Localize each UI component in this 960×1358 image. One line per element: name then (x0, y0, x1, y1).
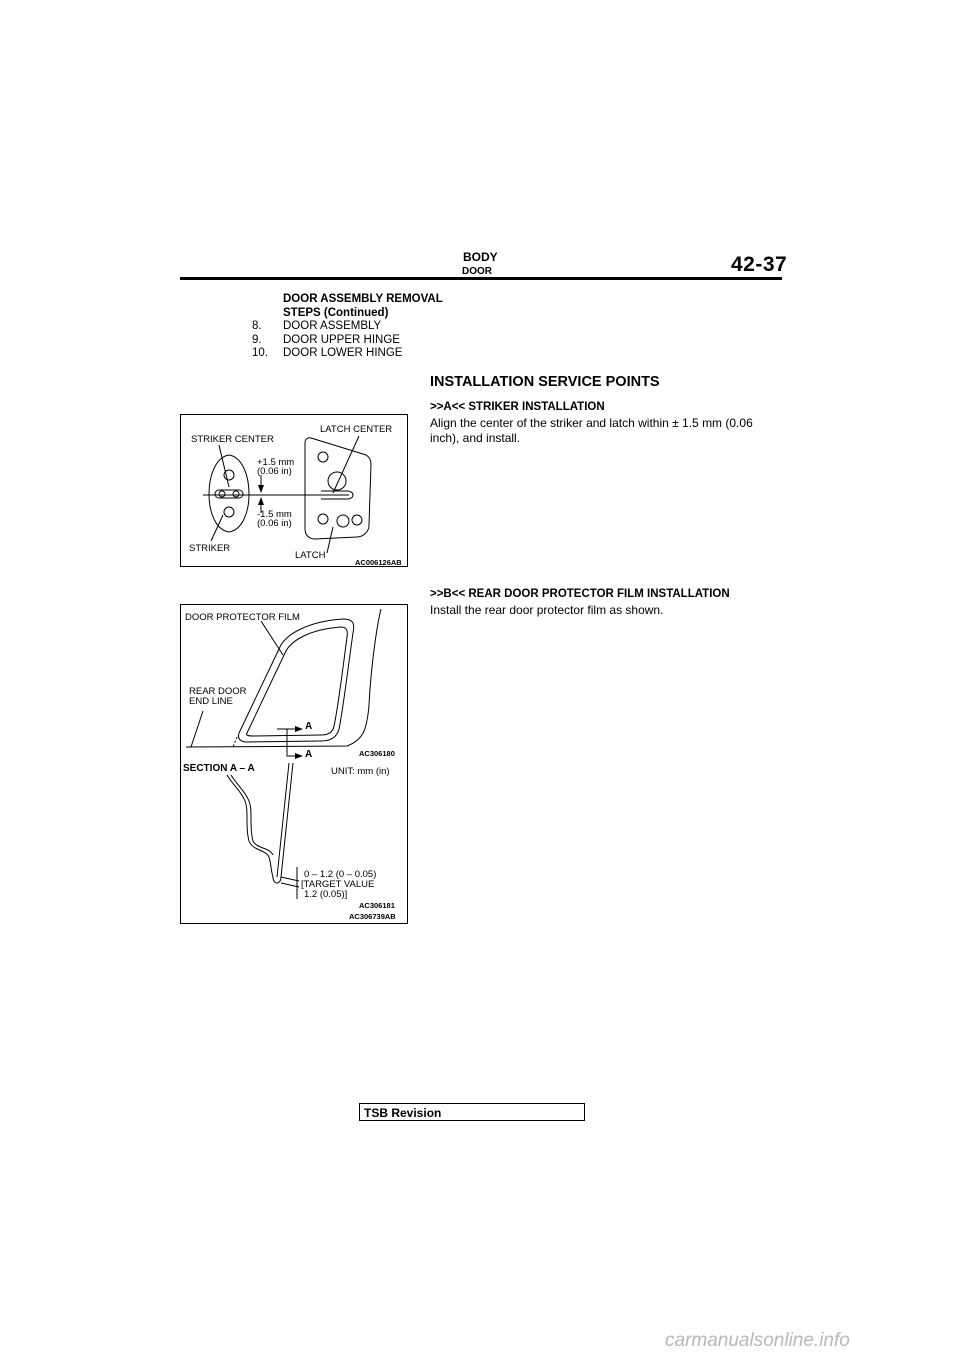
striker-heading: >>A<< STRIKER INSTALLATION (430, 401, 605, 413)
step-label: DOOR LOWER HINGE (283, 347, 403, 360)
code-section: AC306181 (359, 901, 395, 910)
label-latch-center: LATCH CENTER (320, 424, 393, 435)
list-item (252, 347, 443, 361)
figure-code: AC006126AB (355, 558, 402, 567)
watermark: carmanualsonline.info (665, 1330, 850, 1351)
step-label: DOOR UPPER HINGE (283, 333, 400, 346)
section-marker-top: A (305, 721, 313, 732)
page-number: 42-37 (731, 253, 788, 276)
label-unit: UNIT: mm (in) (331, 766, 390, 777)
protector-film-figure (180, 604, 408, 924)
list-item (252, 334, 443, 348)
tsb-revision-box: TSB Revision (359, 1103, 585, 1121)
header-rule (180, 277, 782, 280)
label-latch: LATCH (295, 550, 326, 561)
step-label: DOOR ASSEMBLY (283, 320, 382, 333)
label-plus-tolerance: +1.5 mm (257, 457, 295, 468)
label-door-protector-film: DOOR PROTECTOR FILM (185, 612, 300, 623)
striker-latch-figure (180, 414, 408, 567)
label-target-value: [TARGET VALUE (301, 879, 375, 890)
code-overall: AC306739AB (349, 912, 396, 921)
label-end-line: END LINE (189, 696, 233, 707)
label-dim-range: 0 – 1.2 (0 – 0.05) (304, 869, 377, 880)
film-heading: >>B<< REAR DOOR PROTECTOR FILM INSTALLATION (430, 588, 730, 600)
step-number: 9. (252, 333, 262, 346)
film-text: Install the rear door protector film as shown. (430, 603, 664, 617)
header-subsection: DOOR (462, 266, 492, 277)
removal-steps (252, 293, 443, 361)
section-title: INSTALLATION SERVICE POINTS (430, 374, 660, 390)
list-item (252, 320, 443, 334)
door-outline (186, 609, 381, 747)
steps-title-1: DOOR ASSEMBLY REMOVAL (283, 293, 443, 305)
step-number: 10. (252, 347, 268, 360)
label-minus-tolerance-in: (0.06 in) (257, 518, 292, 529)
label-rear-door: REAR DOOR (189, 686, 247, 697)
steps-title-2: STEPS (Continued) (283, 306, 389, 319)
label-striker-center: STRIKER CENTER (191, 434, 274, 445)
label-plus-tolerance-in: (0.06 in) (257, 466, 292, 477)
code-top: AC306180 (359, 749, 395, 758)
label-minus-tolerance: -1.5 mm (257, 509, 292, 520)
section-marker-bottom: A (305, 749, 313, 760)
film-outer (238, 619, 353, 742)
section-profile (227, 775, 273, 877)
step-number: 8. (252, 320, 262, 333)
section-title: SECTION A – A (183, 763, 255, 774)
header-section: BODY (463, 250, 498, 264)
striker-text: Align the center of the striker and latch within ± 1.5 mm (0.06 inch), and install. (430, 416, 753, 445)
label-target-number: 1.2 (0.05)] (304, 889, 348, 900)
label-striker: STRIKER (189, 543, 231, 554)
